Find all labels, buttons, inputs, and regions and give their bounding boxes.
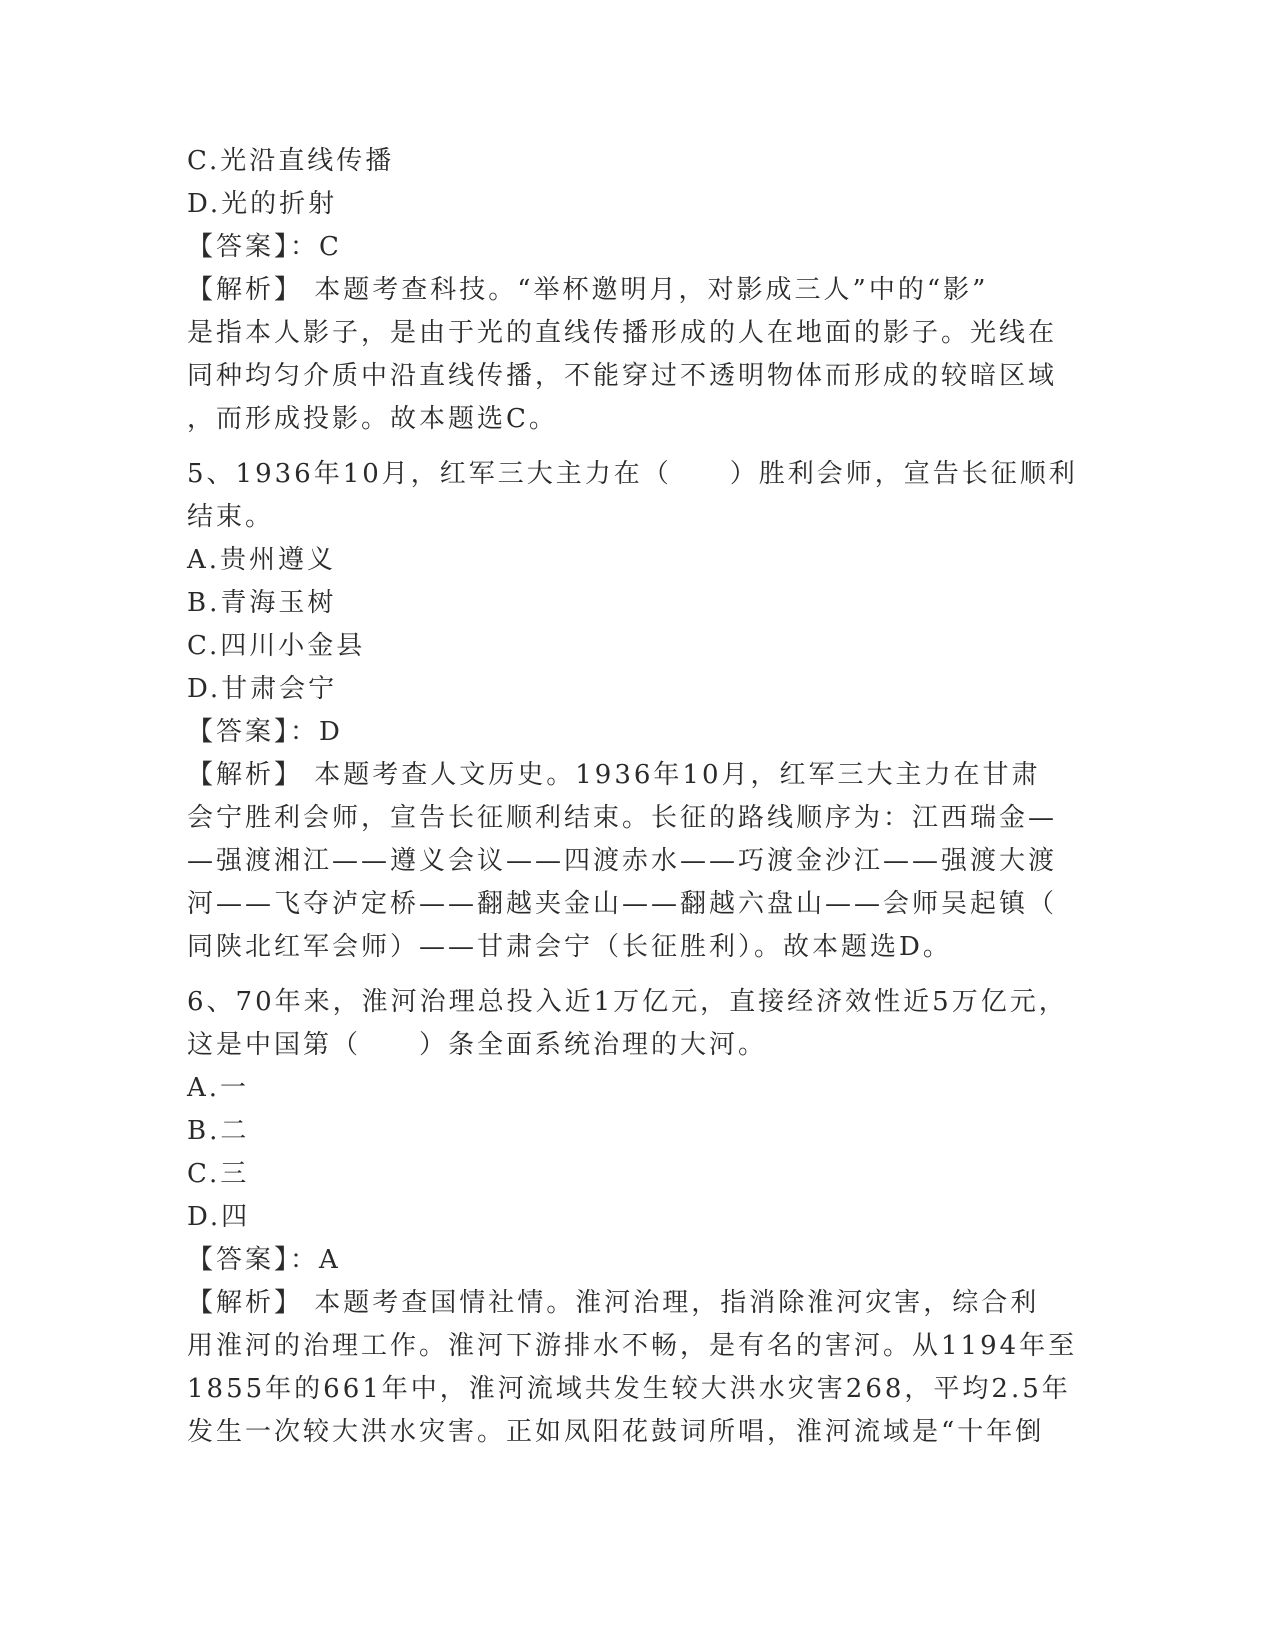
option-c: C.光沿直线传播 (187, 146, 395, 176)
analysis-line: 河——飞夺泸定桥——翻越夹金山——翻越六盘山——会师吴起镇（ (187, 889, 1058, 919)
analysis-line: 【解析】 本题考查科技。“举杯邀明月，对影成三人”中的“影” (187, 275, 989, 305)
answer-line: 【答案】：A (187, 1245, 341, 1275)
answer-line: 【答案】：C (187, 232, 342, 262)
option-b: B.青海玉树 (187, 588, 337, 618)
option-a: A.一 (187, 1073, 250, 1103)
analysis-line: 是指本人影子，是由于光的直线传播形成的人在地面的影子。光线在 (187, 318, 1058, 348)
answer-line: 【答案】：D (187, 717, 343, 747)
analysis-line: 1855年的661年中，淮河流域共发生较大洪水灾害268，平均2.5年 (187, 1374, 1071, 1404)
option-d: D.光的折射 (187, 189, 338, 219)
question-5 (187, 453, 1087, 969)
question-stem: 5、1936年10月，红军三大主力在（ ）胜利会师，宣告长征顺利 (187, 459, 1078, 489)
option-a: A.贵州遵义 (187, 545, 337, 575)
option-c: C.四川小金县 (187, 631, 366, 661)
question-stem: 6、70年来，淮河治理总投入近1万亿元，直接经济效性近5万亿元， (187, 987, 1068, 1017)
analysis-line: 发生一次较大洪水灾害。正如凤阳花鼓词所唱，淮河流域是“十年倒 (187, 1417, 1045, 1447)
analysis-line: 【解析】 本题考查国情社情。淮河治理，指消除淮河灾害，综合利 (187, 1288, 1040, 1318)
document-page (187, 140, 1087, 1454)
question-stem: 结束。 (187, 502, 275, 532)
question-stem: 这是中国第（ ）条全面系统治理的大河。 (187, 1030, 768, 1060)
question-6 (187, 981, 1087, 1454)
option-d: D.甘肃会宁 (187, 674, 338, 704)
question-4-tail (187, 140, 1087, 441)
option-d: D.四 (187, 1202, 251, 1232)
analysis-line: 用淮河的治理工作。淮河下游排水不畅，是有名的害河。从1194年至 (187, 1331, 1078, 1361)
analysis-line: 会宁胜利会师，宣告长征顺利结束。长征的路线顺序为：江西瑞金— (187, 803, 1058, 833)
analysis-line: 同陕北红军会师）——甘肃会宁（长征胜利）。故本题选D。 (187, 932, 952, 962)
analysis-line: 同种均匀介质中沿直线传播，不能穿过不透明物体而形成的较暗区域 (187, 361, 1058, 391)
option-c: C.三 (187, 1159, 250, 1189)
option-b: B.二 (187, 1116, 250, 1146)
analysis-line: —强渡湘江——遵义会议——四渡赤水——巧渡金沙江——强渡大渡 (187, 846, 1058, 876)
analysis-line: ，而形成投影。故本题选C。 (187, 404, 558, 434)
analysis-line: 【解析】 本题考查人文历史。1936年10月，红军三大主力在甘肃 (187, 760, 1041, 790)
